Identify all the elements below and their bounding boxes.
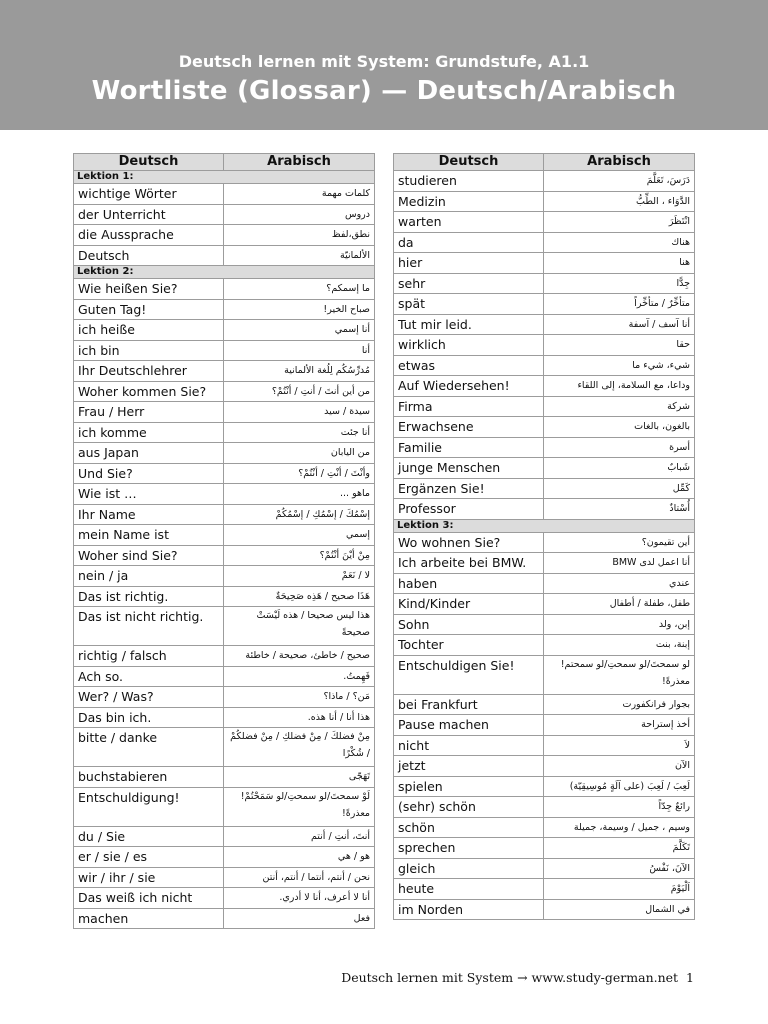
german-term: ich bin bbox=[74, 340, 224, 361]
german-term: der Unterricht bbox=[74, 204, 224, 225]
arabic-translation: عندي bbox=[544, 573, 695, 594]
table-row bbox=[74, 525, 375, 546]
table-row bbox=[394, 437, 695, 458]
german-term: warten bbox=[394, 212, 544, 233]
arabic-translation: أين تقيمون؟ bbox=[544, 532, 695, 553]
table-header-row bbox=[394, 154, 695, 171]
arabic-translation: سيدة / سيد bbox=[224, 402, 375, 423]
german-term: du / Sie bbox=[74, 826, 224, 847]
page-footer bbox=[341, 970, 694, 985]
arabic-translation: إسْمُكَ / إسْمُكِ / إسْمُكُمْ bbox=[224, 504, 375, 525]
arabic-translation: هناك bbox=[544, 232, 695, 253]
arabic-translation: اَلْيَوْمَ bbox=[544, 879, 695, 900]
table-row bbox=[394, 273, 695, 294]
table-row bbox=[74, 545, 375, 566]
arabic-translation: أنا إسمي bbox=[224, 320, 375, 341]
table-row bbox=[74, 504, 375, 525]
german-term: er / sie / es bbox=[74, 847, 224, 868]
german-term: Frau / Herr bbox=[74, 402, 224, 423]
table-row bbox=[74, 402, 375, 423]
german-term: bitte / danke bbox=[74, 728, 224, 767]
arabic-translation: الدَّوَاء ، الطِّبُّ bbox=[544, 191, 695, 212]
arabic-translation: كلمات مهمة bbox=[224, 184, 375, 205]
column-header-arabisch: Arabisch bbox=[544, 154, 695, 171]
german-term: Deutsch bbox=[74, 245, 224, 266]
german-term: gleich bbox=[394, 858, 544, 879]
german-term: schön bbox=[394, 817, 544, 838]
arabic-translation: أخذ إستراحة bbox=[544, 715, 695, 736]
arabic-translation: شَبابٌ bbox=[544, 458, 695, 479]
section-label: Lektion 1: bbox=[74, 171, 375, 184]
table-row bbox=[394, 253, 695, 274]
table-row bbox=[394, 376, 695, 397]
table-row bbox=[74, 607, 375, 646]
german-term: Woher kommen Sie? bbox=[74, 381, 224, 402]
table-row bbox=[74, 422, 375, 443]
arabic-translation: أنا اعمل لدى BMW bbox=[544, 553, 695, 574]
table-row bbox=[394, 573, 695, 594]
german-term: wirklich bbox=[394, 335, 544, 356]
arabic-translation: شيء، شيء ما bbox=[544, 355, 695, 376]
german-term: Entschuldigung! bbox=[74, 787, 224, 826]
german-term: nicht bbox=[394, 735, 544, 756]
arabic-translation: رائعٌ جِدّاً bbox=[544, 797, 695, 818]
table-row bbox=[74, 279, 375, 300]
german-term: Tut mir leid. bbox=[394, 314, 544, 335]
german-term: Und Sie? bbox=[74, 463, 224, 484]
table-row bbox=[394, 838, 695, 859]
arabic-translation: صحيح / خاطئ، صحيحة / خاطئة bbox=[224, 646, 375, 667]
german-term: Ihr Name bbox=[74, 504, 224, 525]
table-row bbox=[394, 817, 695, 838]
arabic-translation: تَهَجّى bbox=[224, 767, 375, 788]
arabic-translation: لَعِبَ / لَعِبَ (على آلَةٍ مُوسِيقِيّة) bbox=[544, 776, 695, 797]
section-header-row bbox=[74, 171, 375, 184]
german-term: wir / ihr / sie bbox=[74, 867, 224, 888]
arabic-translation: مِنْ فضلكَ / مِنْ فضلكِ / مِنْ فضلكُمْ / شُكْرًا bbox=[224, 728, 375, 767]
table-row bbox=[394, 396, 695, 417]
table-row bbox=[74, 381, 375, 402]
table-row bbox=[394, 797, 695, 818]
table-row bbox=[74, 443, 375, 464]
arabic-translation: من أين أنتَ / أنتِ / أنْتُمْ؟ bbox=[224, 381, 375, 402]
german-term: Woher sind Sie? bbox=[74, 545, 224, 566]
table-row bbox=[74, 707, 375, 728]
table-row bbox=[74, 340, 375, 361]
table-row bbox=[394, 614, 695, 635]
german-term: sprechen bbox=[394, 838, 544, 859]
german-term: Wie heißen Sie? bbox=[74, 279, 224, 300]
footer-link-text: Deutsch lernen mit System → www.study-german.net bbox=[341, 970, 679, 985]
table-row bbox=[394, 694, 695, 715]
german-term: jetzt bbox=[394, 756, 544, 777]
german-term: etwas bbox=[394, 355, 544, 376]
arabic-translation: انْتَظَرَ bbox=[544, 212, 695, 233]
german-term: im Norden bbox=[394, 899, 544, 920]
german-term: Ihr Deutschlehrer bbox=[74, 361, 224, 382]
table-row bbox=[74, 847, 375, 868]
german-term: Ich arbeite bei BMW. bbox=[394, 553, 544, 574]
german-term: aus Japan bbox=[74, 443, 224, 464]
arabic-translation: من اليابان bbox=[224, 443, 375, 464]
table-row bbox=[394, 171, 695, 192]
arabic-translation: أنا آسف / آسفة bbox=[544, 314, 695, 335]
arabic-translation: دروس bbox=[224, 204, 375, 225]
table-row bbox=[394, 417, 695, 438]
german-term: Das weiß ich nicht bbox=[74, 888, 224, 909]
table-row bbox=[394, 879, 695, 900]
german-term: die Aussprache bbox=[74, 225, 224, 246]
table-row bbox=[394, 532, 695, 553]
table-row bbox=[74, 867, 375, 888]
arabic-translation: لو سمحتَ/لو سمحتِ/لو سمحتم! معذرةً! bbox=[544, 655, 695, 694]
arabic-translation: كَمِّل bbox=[544, 478, 695, 499]
german-term: Ach so. bbox=[74, 666, 224, 687]
german-term: Medizin bbox=[394, 191, 544, 212]
german-term: hier bbox=[394, 253, 544, 274]
section-label: Lektion 2: bbox=[74, 266, 375, 279]
arabic-translation: بالغون، بالغات bbox=[544, 417, 695, 438]
arabic-translation: مَن؟ / ماذا؟ bbox=[224, 687, 375, 708]
arabic-translation: أُسْتاذٌ bbox=[544, 499, 695, 520]
german-term: Firma bbox=[394, 396, 544, 417]
arabic-translation: ما إسمكم؟ bbox=[224, 279, 375, 300]
arabic-translation: أسرة bbox=[544, 437, 695, 458]
table-row bbox=[394, 232, 695, 253]
arabic-translation: دَرَسَ، تَعَلَّمَ bbox=[544, 171, 695, 192]
german-term: bei Frankfurt bbox=[394, 694, 544, 715]
german-term: Sohn bbox=[394, 614, 544, 635]
table-row bbox=[394, 314, 695, 335]
arabic-translation: جِدًّا bbox=[544, 273, 695, 294]
arabic-translation: مُدرِّسُكُم لِلُغة الألمانية bbox=[224, 361, 375, 382]
table-header-row bbox=[74, 154, 375, 171]
section-label: Lektion 3: bbox=[394, 519, 695, 532]
table-row bbox=[74, 826, 375, 847]
table-row bbox=[394, 899, 695, 920]
table-row bbox=[394, 458, 695, 479]
german-term: Das ist nicht richtig. bbox=[74, 607, 224, 646]
arabic-translation: حقا bbox=[544, 335, 695, 356]
german-term: machen bbox=[74, 908, 224, 929]
table-row bbox=[74, 666, 375, 687]
german-term: richtig / falsch bbox=[74, 646, 224, 667]
arabic-translation: إبن، ولد bbox=[544, 614, 695, 635]
table-row bbox=[74, 320, 375, 341]
german-term: Wo wohnen Sie? bbox=[394, 532, 544, 553]
arabic-translation: متأخِّرٌ / متأخِّراً bbox=[544, 294, 695, 315]
table-row bbox=[394, 735, 695, 756]
german-term: junge Menschen bbox=[394, 458, 544, 479]
arabic-translation: في الشمال bbox=[544, 899, 695, 920]
arabic-translation: لا / نَعَمْ bbox=[224, 566, 375, 587]
table-row bbox=[394, 355, 695, 376]
arabic-translation: أنا لا أعرف، أنا لا أدري. bbox=[224, 888, 375, 909]
arabic-translation: إسمي bbox=[224, 525, 375, 546]
glossary-table-left bbox=[73, 153, 375, 929]
german-term: haben bbox=[394, 573, 544, 594]
table-row bbox=[74, 767, 375, 788]
table-row bbox=[394, 553, 695, 574]
arabic-translation: أنا bbox=[224, 340, 375, 361]
table-row bbox=[394, 776, 695, 797]
page-subtitle: Deutsch lernen mit System: Grundstufe, A1.1 bbox=[178, 52, 590, 71]
table-row bbox=[394, 191, 695, 212]
arabic-translation: وأنْتَ / أنْتِ / أنْتُمْ؟ bbox=[224, 463, 375, 484]
table-row bbox=[394, 478, 695, 499]
german-term: buchstabieren bbox=[74, 767, 224, 788]
german-term: Kind/Kinder bbox=[394, 594, 544, 615]
table-row bbox=[74, 299, 375, 320]
table-row bbox=[74, 463, 375, 484]
glossary-table-right bbox=[393, 153, 695, 920]
table-row bbox=[74, 566, 375, 587]
german-term: spielen bbox=[394, 776, 544, 797]
german-term: ich komme bbox=[74, 422, 224, 443]
german-term: Auf Wiedersehen! bbox=[394, 376, 544, 397]
german-term: Erwachsene bbox=[394, 417, 544, 438]
table-row bbox=[74, 184, 375, 205]
german-term: Wer? / Was? bbox=[74, 687, 224, 708]
table-row bbox=[74, 225, 375, 246]
table-row bbox=[74, 908, 375, 929]
german-term: mein Name ist bbox=[74, 525, 224, 546]
german-term: Das bin ich. bbox=[74, 707, 224, 728]
german-term: da bbox=[394, 232, 544, 253]
arabic-translation: الألمانيّة bbox=[224, 245, 375, 266]
arabic-translation: فَهِمتُ. bbox=[224, 666, 375, 687]
table-row bbox=[394, 499, 695, 520]
german-term: Das ist richtig. bbox=[74, 586, 224, 607]
arabic-translation: فعل bbox=[224, 908, 375, 929]
arabic-translation: هَذَا صحيح / هَذِه صَحِيحَةٌ bbox=[224, 586, 375, 607]
arabic-translation: هو / هي bbox=[224, 847, 375, 868]
german-term: Familie bbox=[394, 437, 544, 458]
arabic-translation: ماهو ... bbox=[224, 484, 375, 505]
german-term: (sehr) schön bbox=[394, 797, 544, 818]
german-term: Entschuldigen Sie! bbox=[394, 655, 544, 694]
german-term: ich heiße bbox=[74, 320, 224, 341]
german-term: Tochter bbox=[394, 635, 544, 656]
german-term: spät bbox=[394, 294, 544, 315]
arabic-translation: أنا جئت bbox=[224, 422, 375, 443]
arabic-translation: لاَ bbox=[544, 735, 695, 756]
german-term: Pause machen bbox=[394, 715, 544, 736]
german-term: nein / ja bbox=[74, 566, 224, 587]
table-row bbox=[74, 586, 375, 607]
arabic-translation: هذا ليس صحيحا / هذه لَيْسَتْ صحيحةً bbox=[224, 607, 375, 646]
table-row bbox=[74, 245, 375, 266]
table-row bbox=[74, 646, 375, 667]
arabic-translation: هنا bbox=[544, 253, 695, 274]
table-row bbox=[394, 655, 695, 694]
german-term: Guten Tag! bbox=[74, 299, 224, 320]
arabic-translation: وداعا، مع السلامة، إلى اللقاء bbox=[544, 376, 695, 397]
german-term: studieren bbox=[394, 171, 544, 192]
table-row bbox=[74, 204, 375, 225]
title-banner bbox=[0, 0, 768, 130]
table-row bbox=[74, 361, 375, 382]
german-term: Professor bbox=[394, 499, 544, 520]
section-header-row bbox=[394, 519, 695, 532]
table-row bbox=[394, 335, 695, 356]
german-term: Wie ist … bbox=[74, 484, 224, 505]
column-header-deutsch: Deutsch bbox=[394, 154, 544, 171]
arabic-translation: شركة bbox=[544, 396, 695, 417]
column-header-deutsch: Deutsch bbox=[74, 154, 224, 171]
page-number: 1 bbox=[686, 970, 694, 985]
arabic-translation: إبنة، بنت bbox=[544, 635, 695, 656]
german-term: heute bbox=[394, 879, 544, 900]
arabic-translation: صباح الخير! bbox=[224, 299, 375, 320]
german-term: wichtige Wörter bbox=[74, 184, 224, 205]
table-row bbox=[394, 756, 695, 777]
page-title: Wortliste (Glossar) — Deutsch/Arabisch bbox=[91, 76, 677, 106]
arabic-translation: نحن / أنتم، أنتما / أنتم، أنتن bbox=[224, 867, 375, 888]
arabic-translation: تَكَلَّمَ bbox=[544, 838, 695, 859]
table-row bbox=[74, 728, 375, 767]
column-header-arabisch: Arabisch bbox=[224, 154, 375, 171]
table-row bbox=[394, 212, 695, 233]
table-row bbox=[394, 635, 695, 656]
section-header-row bbox=[74, 266, 375, 279]
arabic-translation: أنتَ، أنتِ / أنتم bbox=[224, 826, 375, 847]
arabic-translation: طفل، طفلة / أطفال bbox=[544, 594, 695, 615]
table-row bbox=[74, 687, 375, 708]
arabic-translation: الآن bbox=[544, 756, 695, 777]
arabic-translation: مِنْ أيْنَ أنْتُمْ؟ bbox=[224, 545, 375, 566]
table-row bbox=[394, 294, 695, 315]
arabic-translation: هذا أنا / أنا هذه. bbox=[224, 707, 375, 728]
arabic-translation: نطق،لفظ bbox=[224, 225, 375, 246]
arabic-translation: وسيم ، جميل / وسيمة، جميلة bbox=[544, 817, 695, 838]
german-term: sehr bbox=[394, 273, 544, 294]
table-row bbox=[74, 787, 375, 826]
table-row bbox=[74, 484, 375, 505]
table-row bbox=[394, 594, 695, 615]
arabic-translation: لَوْ سمحتَ/لو سمحتِ/لو سَمَحْتُمْ! معذرةً! bbox=[224, 787, 375, 826]
arabic-translation: بجوار فرانكفورت bbox=[544, 694, 695, 715]
table-row bbox=[394, 715, 695, 736]
table-row bbox=[394, 858, 695, 879]
table-row bbox=[74, 888, 375, 909]
arabic-translation: الآنَ، نَفْسُ bbox=[544, 858, 695, 879]
german-term: Ergänzen Sie! bbox=[394, 478, 544, 499]
